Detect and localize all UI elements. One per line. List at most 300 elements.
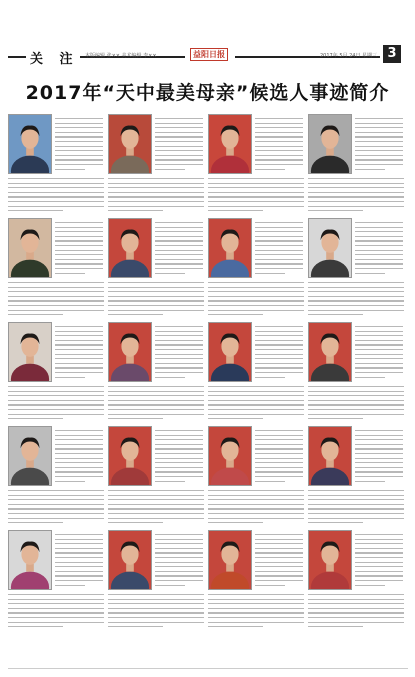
body-text-line: [255, 254, 303, 255]
body-text-line: [55, 150, 103, 151]
body-text-line: [355, 254, 403, 255]
candidate-card: [8, 216, 106, 320]
body-text-line: [208, 603, 304, 604]
body-text-line: [55, 240, 103, 241]
body-text-line: [155, 141, 203, 142]
body-text-line: [55, 377, 85, 378]
body-text-line: [8, 608, 104, 609]
body-text-line: [55, 340, 103, 341]
body-text-line: [55, 263, 103, 264]
body-text-line: [55, 467, 103, 468]
body-text-line: [355, 548, 403, 549]
body-text-line: [308, 310, 404, 311]
body-text-line: [55, 471, 103, 472]
body-text-line: [8, 490, 104, 491]
body-text-line: [255, 159, 303, 160]
body-text-line: [355, 222, 403, 223]
body-text-line: [55, 430, 103, 431]
body-text-line: [355, 372, 403, 373]
body-text-line: [208, 404, 304, 405]
body-text-line: [355, 141, 403, 142]
header-rule-left: [8, 56, 26, 58]
body-text-line: [155, 331, 203, 332]
body-text-line: [355, 263, 403, 264]
body-text-line: [255, 539, 303, 540]
body-text-line: [355, 448, 403, 449]
body-text-line: [155, 548, 203, 549]
body-text-line: [255, 227, 303, 228]
body-text-line: [208, 400, 304, 401]
body-text-line: [55, 363, 103, 364]
body-text-line: [55, 354, 103, 355]
body-text-line: [208, 608, 304, 609]
body-text-line: [308, 617, 404, 618]
body-text-line: [255, 141, 303, 142]
body-text-line: [355, 150, 403, 151]
body-text-line: [355, 367, 403, 368]
body-text-line: [208, 622, 304, 623]
candidate-photo: [208, 218, 252, 278]
body-text-line: [108, 300, 204, 301]
body-text-line: [155, 344, 203, 345]
body-text-line: [155, 358, 203, 359]
body-text-line: [208, 192, 304, 193]
body-text-line: [355, 268, 403, 269]
body-text-line: [308, 522, 363, 523]
body-text-line: [308, 608, 404, 609]
body-text-line: [8, 291, 104, 292]
body-text-line: [108, 414, 204, 415]
editor-credit: 本版编辑 张×× 美术编辑 李××: [85, 53, 157, 59]
body-text-line: [308, 287, 404, 288]
candidate-card: [108, 320, 206, 424]
body-text-line: [108, 404, 204, 405]
body-text-line: [255, 118, 303, 119]
body-text-line: [255, 439, 303, 440]
body-text-line: [108, 395, 204, 396]
candidate-photo: [308, 322, 352, 382]
body-text-line: [355, 557, 403, 558]
page-number: 3: [383, 45, 401, 63]
body-text-line: [155, 159, 203, 160]
body-text-line: [208, 522, 263, 523]
body-text-line: [55, 557, 103, 558]
candidate-card: [308, 216, 406, 320]
body-text-line: [355, 430, 403, 431]
body-text-line: [308, 291, 404, 292]
body-text-line: [8, 391, 104, 392]
body-text-line: [108, 513, 204, 514]
body-text-line: [55, 367, 103, 368]
body-text-line: [208, 287, 304, 288]
body-text-line: [255, 562, 303, 563]
body-text-line: [55, 132, 103, 133]
body-text-line: [55, 136, 103, 137]
body-text-line: [308, 499, 404, 500]
body-text-line: [208, 490, 304, 491]
body-text-line: [55, 118, 103, 119]
body-text-line: [155, 580, 203, 581]
body-text-line: [355, 123, 403, 124]
body-text-line: [155, 571, 203, 572]
body-text-line: [355, 358, 403, 359]
body-text-line: [355, 331, 403, 332]
body-text-line: [108, 187, 204, 188]
body-text-line: [108, 296, 204, 297]
body-text-line: [55, 146, 103, 147]
candidate-card: [308, 112, 406, 216]
body-text-line: [255, 326, 303, 327]
body-text-line: [8, 210, 63, 211]
candidate-photo: [308, 218, 352, 278]
body-text-line: [308, 404, 404, 405]
body-text-line: [255, 543, 303, 544]
body-text-line: [255, 240, 303, 241]
body-text-line: [355, 471, 403, 472]
body-text-line: [208, 617, 304, 618]
body-text-line: [108, 608, 204, 609]
body-text-line: [308, 603, 404, 604]
body-text-line: [55, 231, 103, 232]
body-text-line: [55, 534, 103, 535]
body-text-line: [155, 227, 203, 228]
body-text-line: [155, 259, 203, 260]
body-text-line: [308, 192, 404, 193]
body-text-line: [155, 372, 203, 373]
body-text-line: [255, 548, 303, 549]
body-text-line: [208, 612, 304, 613]
body-text-line: [208, 395, 304, 396]
body-text-line: [8, 400, 104, 401]
body-text-line: [108, 314, 163, 315]
candidate-photo: [308, 426, 352, 486]
body-text-line: [255, 358, 303, 359]
body-text-line: [255, 435, 303, 436]
candidate-grid: [8, 112, 408, 672]
body-text-line: [355, 127, 403, 128]
body-text-line: [308, 282, 404, 283]
body-text-line: [255, 263, 303, 264]
body-text-line: [208, 499, 304, 500]
body-text-line: [355, 476, 403, 477]
body-text-line: [55, 571, 103, 572]
body-text-line: [108, 603, 204, 604]
body-text-line: [208, 201, 304, 202]
body-text-line: [255, 259, 303, 260]
body-text-line: [155, 155, 203, 156]
body-text-line: [255, 471, 303, 472]
body-text-line: [55, 552, 103, 553]
body-text-line: [355, 250, 403, 251]
candidate-card: [8, 112, 106, 216]
body-text-line: [208, 504, 304, 505]
body-text-line: [108, 391, 204, 392]
body-text-line: [55, 580, 103, 581]
body-text-line: [355, 481, 385, 482]
body-text-line: [208, 296, 304, 297]
body-text-line: [55, 372, 103, 373]
body-text-line: [155, 562, 203, 563]
body-text-line: [155, 458, 203, 459]
body-text-line: [308, 300, 404, 301]
body-text-line: [308, 391, 404, 392]
body-text-line: [208, 414, 304, 415]
body-text-line: [155, 349, 203, 350]
body-text-line: [355, 136, 403, 137]
body-text-line: [55, 141, 103, 142]
body-text-line: [108, 617, 204, 618]
body-text-line: [155, 245, 203, 246]
body-text-line: [208, 626, 263, 627]
body-text-line: [355, 240, 403, 241]
body-text-line: [55, 326, 103, 327]
body-text-line: [108, 400, 204, 401]
body-text-line: [255, 566, 303, 567]
body-text-line: [55, 259, 103, 260]
body-text-line: [355, 580, 403, 581]
body-text-line: [308, 504, 404, 505]
body-text-line: [55, 448, 103, 449]
body-text-line: [155, 236, 203, 237]
body-text-line: [355, 444, 403, 445]
body-text-line: [8, 617, 104, 618]
body-text-line: [108, 386, 204, 387]
body-text-line: [155, 268, 203, 269]
body-text-line: [355, 566, 403, 567]
body-text-line: [255, 331, 303, 332]
body-text-line: [108, 518, 204, 519]
body-text-line: [108, 594, 204, 595]
body-text-line: [108, 291, 204, 292]
body-text-line: [8, 206, 104, 207]
body-text-line: [55, 254, 103, 255]
candidate-card: [308, 528, 406, 632]
body-text-line: [108, 622, 204, 623]
body-text-line: [8, 508, 104, 509]
body-text-line: [8, 522, 63, 523]
page-title: 2017年“天中最美母亲”候选人事迹简介: [25, 82, 390, 104]
body-text-line: [8, 296, 104, 297]
candidate-card: [208, 424, 306, 528]
body-text-line: [108, 206, 204, 207]
candidate-photo: [8, 530, 52, 590]
body-text-line: [255, 585, 285, 586]
body-text-line: [255, 169, 285, 170]
body-text-line: [155, 118, 203, 119]
candidate-card: [208, 216, 306, 320]
body-text-line: [8, 495, 104, 496]
candidate-card: [108, 216, 206, 320]
body-text-line: [308, 594, 404, 595]
body-text-line: [155, 146, 203, 147]
candidate-card: [8, 424, 106, 528]
body-text-line: [355, 132, 403, 133]
body-text-line: [55, 539, 103, 540]
candidate-card: [108, 112, 206, 216]
body-text-line: [108, 183, 204, 184]
body-text-line: [255, 132, 303, 133]
body-text-line: [8, 599, 104, 600]
body-text-line: [255, 467, 303, 468]
body-text-line: [255, 354, 303, 355]
candidate-photo: [8, 114, 52, 174]
body-text-line: [155, 448, 203, 449]
body-text-line: [108, 499, 204, 500]
body-text-line: [255, 349, 303, 350]
body-text-line: [55, 462, 103, 463]
candidate-photo: [108, 426, 152, 486]
body-text-line: [255, 363, 303, 364]
body-text-line: [155, 481, 185, 482]
body-text-line: [155, 552, 203, 553]
body-text-line: [155, 150, 203, 151]
body-text-line: [308, 210, 363, 211]
body-text-line: [255, 377, 285, 378]
body-text-line: [208, 386, 304, 387]
body-text-line: [308, 626, 363, 627]
body-text-line: [355, 344, 403, 345]
page-header: [0, 0, 415, 67]
body-text-line: [255, 231, 303, 232]
body-text-line: [355, 377, 385, 378]
body-text-line: [155, 471, 203, 472]
body-text-line: [308, 187, 404, 188]
body-text-line: [355, 585, 385, 586]
body-text-line: [255, 268, 303, 269]
body-text-line: [255, 458, 303, 459]
body-text-line: [208, 178, 304, 179]
body-text-line: [355, 159, 403, 160]
body-text-line: [8, 626, 63, 627]
body-text-line: [255, 453, 303, 454]
body-text-line: [208, 300, 304, 301]
body-text-line: [55, 222, 103, 223]
body-text-line: [155, 132, 203, 133]
body-text-line: [8, 201, 104, 202]
body-text-line: [355, 458, 403, 459]
body-text-line: [208, 508, 304, 509]
body-text-line: [8, 314, 63, 315]
body-text-line: [8, 404, 104, 405]
body-text-line: [8, 414, 104, 415]
candidate-photo: [308, 530, 352, 590]
body-text-line: [255, 580, 303, 581]
body-text-line: [55, 585, 85, 586]
body-text-line: [255, 236, 303, 237]
body-text-line: [255, 136, 303, 137]
body-text-line: [155, 123, 203, 124]
body-text-line: [55, 268, 103, 269]
body-text-line: [308, 183, 404, 184]
body-text-line: [155, 136, 203, 137]
body-text-line: [355, 335, 403, 336]
body-text-line: [255, 273, 285, 274]
body-text-line: [155, 127, 203, 128]
body-text-line: [255, 476, 303, 477]
body-text-line: [155, 250, 203, 251]
body-text-line: [308, 495, 404, 496]
body-text-line: [308, 196, 404, 197]
body-text-line: [255, 372, 303, 373]
body-text-line: [155, 326, 203, 327]
body-text-line: [255, 575, 303, 576]
body-text-line: [208, 391, 304, 392]
body-text-line: [208, 210, 263, 211]
body-text-line: [208, 291, 304, 292]
candidate-photo: [108, 114, 152, 174]
footer-rule: [8, 668, 408, 669]
body-text-line: [355, 118, 403, 119]
body-text-line: [308, 612, 404, 613]
body-text-line: [208, 206, 304, 207]
body-text-line: [355, 273, 385, 274]
body-text-line: [355, 462, 403, 463]
body-text-line: [108, 305, 204, 306]
body-text-line: [8, 300, 104, 301]
body-text-line: [355, 259, 403, 260]
body-text-line: [308, 178, 404, 179]
body-text-line: [55, 358, 103, 359]
candidate-card: [308, 320, 406, 424]
body-text-line: [308, 395, 404, 396]
body-text-line: [355, 575, 403, 576]
body-text-line: [8, 386, 104, 387]
body-text-line: [8, 196, 104, 197]
body-text-line: [255, 250, 303, 251]
body-text-line: [308, 414, 404, 415]
body-text-line: [55, 164, 103, 165]
candidate-photo: [208, 114, 252, 174]
body-text-line: [55, 250, 103, 251]
body-text-line: [255, 462, 303, 463]
body-text-line: [355, 326, 403, 327]
body-text-line: [155, 476, 203, 477]
body-text-line: [355, 552, 403, 553]
body-text-line: [308, 409, 404, 410]
body-text-line: [55, 481, 85, 482]
body-text-line: [255, 127, 303, 128]
body-text-line: [155, 363, 203, 364]
body-text-line: [8, 287, 104, 288]
body-text-line: [208, 418, 263, 419]
body-text-line: [55, 331, 103, 332]
body-text-line: [108, 201, 204, 202]
body-text-line: [108, 626, 163, 627]
body-text-line: [355, 340, 403, 341]
body-text-line: [255, 335, 303, 336]
body-text-line: [355, 453, 403, 454]
body-text-line: [255, 448, 303, 449]
body-text-line: [155, 444, 203, 445]
body-text-line: [155, 453, 203, 454]
body-text-line: [55, 159, 103, 160]
body-text-line: [355, 543, 403, 544]
candidate-card: [8, 320, 106, 424]
body-text-line: [155, 462, 203, 463]
body-text-line: [55, 123, 103, 124]
body-text-line: [255, 444, 303, 445]
body-text-line: [155, 377, 185, 378]
body-text-line: [108, 612, 204, 613]
body-text-line: [255, 164, 303, 165]
body-text-line: [8, 418, 63, 419]
body-text-line: [155, 335, 203, 336]
body-text-line: [8, 395, 104, 396]
body-text-line: [255, 340, 303, 341]
body-text-line: [55, 476, 103, 477]
body-text-line: [108, 210, 163, 211]
candidate-card: [108, 528, 206, 632]
